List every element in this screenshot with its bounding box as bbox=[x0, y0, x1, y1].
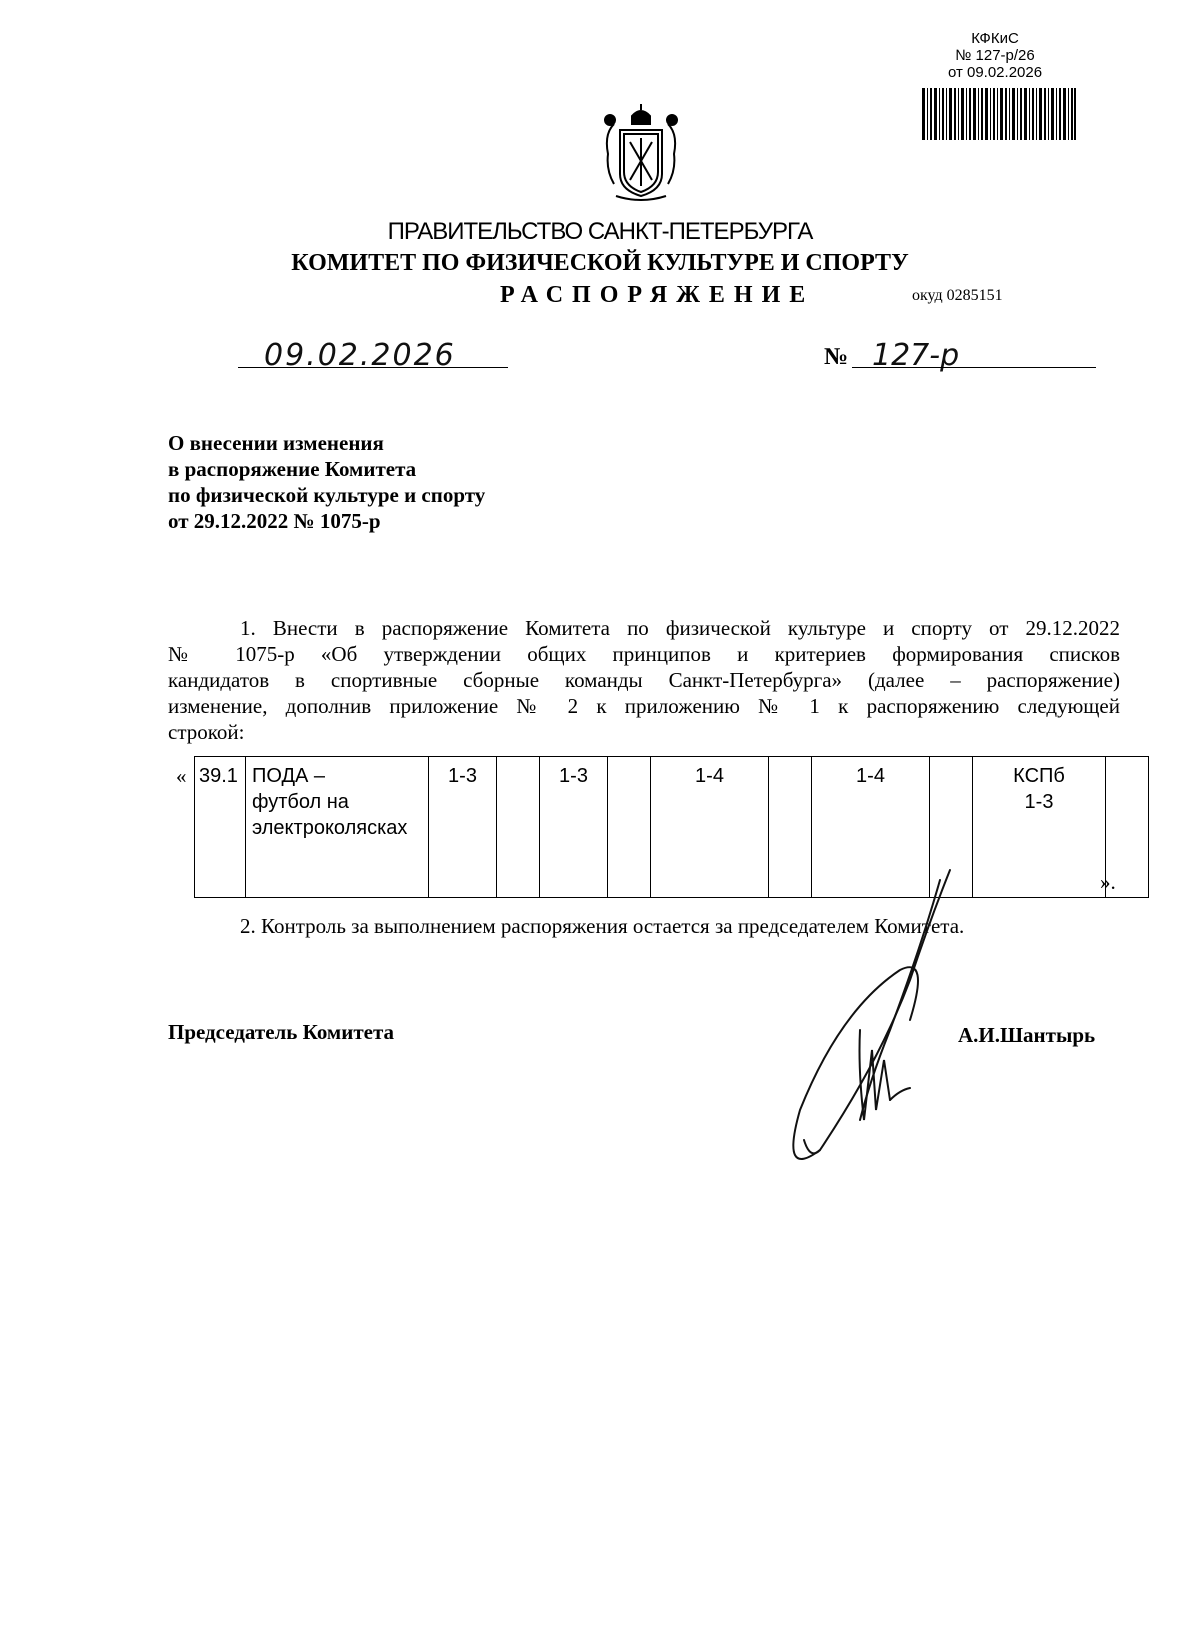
registration-stamp bbox=[900, 30, 1090, 81]
barcode bbox=[922, 88, 1076, 140]
cell-empty bbox=[608, 757, 651, 898]
paragraph-line: строкой: bbox=[168, 720, 245, 744]
coat-of-arms-icon bbox=[596, 104, 686, 204]
quote-open: « bbox=[176, 764, 187, 788]
signatory-name: А.И.Шантырь bbox=[958, 1023, 1096, 1047]
subject-line: по физической культуре и спорту bbox=[168, 483, 486, 507]
handwritten-signature bbox=[760, 860, 980, 1190]
document-subject bbox=[168, 430, 485, 534]
paragraph-1 bbox=[168, 615, 1120, 745]
inserted-table-row bbox=[194, 756, 1149, 898]
sport-name-line: футбол на bbox=[252, 791, 349, 813]
sport-name-line: электроколясках bbox=[252, 817, 408, 839]
signatory-title: Председатель Комитета bbox=[168, 1020, 395, 1044]
kspb-label: КСПб bbox=[1013, 765, 1065, 787]
number-underline bbox=[852, 367, 1096, 368]
cell-empty bbox=[497, 757, 540, 898]
document-type: РАСПОРЯЖЕНИЕ bbox=[500, 282, 815, 308]
committee-title: КОМИТЕТ ПО ФИЗИЧЕСКОЙ КУЛЬТУРЕ И СПОРТУ bbox=[291, 250, 909, 276]
row-number: 39.1 bbox=[195, 757, 246, 898]
sport-name bbox=[246, 757, 429, 898]
quote-close: ». bbox=[1100, 870, 1116, 894]
table-row bbox=[195, 757, 1149, 898]
stamp-date: от 09.02.2026 bbox=[947, 64, 1043, 81]
stamp-org: КФКиС bbox=[971, 30, 1019, 47]
paragraph-line: 1. Внести в распоряжение Комитета по физической культуре и спорту от 29.12.2022 bbox=[240, 616, 1120, 640]
cell-value-1: 1-3 bbox=[429, 757, 497, 898]
kspb-value: 1-3 bbox=[1024, 791, 1054, 813]
cell-value-3: 1-4 bbox=[651, 757, 769, 898]
handwritten-number: 127-р bbox=[872, 338, 960, 373]
okud-code: окуд 0285151 bbox=[912, 287, 1003, 304]
date-underline bbox=[238, 367, 508, 368]
number-sign: № bbox=[824, 344, 849, 370]
stamp-number: № 127-р/26 bbox=[955, 47, 1035, 64]
cell-value-2: 1-3 bbox=[540, 757, 608, 898]
cell-value-4: 1-4 bbox=[812, 757, 930, 898]
subject-line: в распоряжение Комитета bbox=[168, 457, 417, 481]
subject-line: от 29.12.2022 № 1075-р bbox=[168, 509, 381, 533]
sport-name-line: ПОДА – bbox=[252, 765, 326, 787]
paragraph-line: изменение, дополнив приложение № 2 к приложению № 1 к распоряжению следующей bbox=[168, 694, 1120, 718]
subject-line: О внесении изменения bbox=[168, 431, 384, 455]
government-title: ПРАВИТЕЛЬСТВО САНКТ-ПЕТЕРБУРГА bbox=[387, 218, 813, 245]
paragraph-line: № 1075-р «Об утверждении общих принципов и критериев формирования списков bbox=[168, 642, 1120, 666]
handwritten-date: 09.02.2026 bbox=[264, 338, 456, 373]
cell-kspb bbox=[973, 757, 1106, 898]
paragraph-2: 2. Контроль за выполнением распоряжения остается за председателем Комитета. bbox=[240, 914, 965, 938]
paragraph-line: кандидатов в спортивные сборные команды Санкт-Петербурга» (далее – распоряжение) bbox=[168, 668, 1120, 692]
